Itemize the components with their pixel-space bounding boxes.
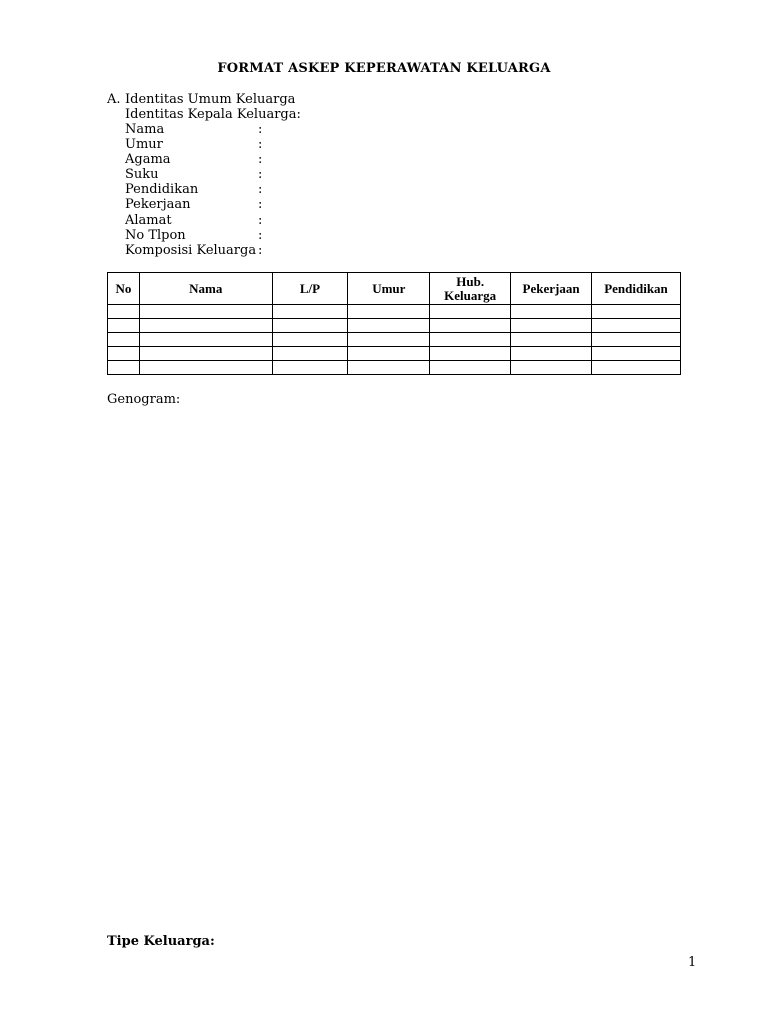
table-cell[interactable] (108, 333, 140, 347)
column-header-pendidikan: Pendidikan (592, 273, 681, 305)
section-a-identitas (107, 92, 301, 122)
hub-label-line1: Hub. (456, 273, 485, 289)
field-row-no-tlpon (125, 228, 266, 243)
field-colon: : (258, 152, 263, 168)
table-cell[interactable] (139, 347, 272, 361)
field-colon: : (258, 242, 263, 258)
table-cell[interactable] (348, 305, 430, 319)
field-label: Pekerjaan (125, 197, 191, 213)
section-heading: Identitas Umum Keluarga (125, 92, 296, 107)
table-cell[interactable] (430, 333, 511, 347)
field-row-nama (125, 122, 266, 137)
table-cell[interactable] (272, 333, 348, 347)
table-row (108, 305, 681, 319)
table-cell[interactable] (139, 305, 272, 319)
hub-label-line2: Keluarga (444, 287, 497, 303)
table-cell[interactable] (272, 347, 348, 361)
field-colon: : (258, 227, 263, 243)
table-row (108, 361, 681, 375)
field-row-pendidikan (125, 182, 266, 197)
tipe-keluarga-label: Tipe Keluarga: (107, 934, 215, 949)
family-composition-table (107, 272, 681, 375)
table-row (108, 319, 681, 333)
field-label: Suku (125, 167, 159, 183)
document-title: FORMAT ASKEP KEPERAWATAN KELUARGA (217, 61, 551, 76)
identity-field-list (125, 122, 266, 258)
table-cell[interactable] (511, 333, 592, 347)
table-cell[interactable] (592, 333, 681, 347)
table-cell[interactable] (348, 319, 430, 333)
field-row-alamat (125, 213, 266, 228)
table-cell[interactable] (511, 305, 592, 319)
table-cell[interactable] (139, 361, 272, 375)
table-cell[interactable] (592, 347, 681, 361)
table-cell[interactable] (139, 333, 272, 347)
column-header-umur: Umur (348, 273, 430, 305)
column-header-no: No (108, 273, 140, 305)
field-row-agama (125, 152, 266, 167)
table-cell[interactable] (108, 347, 140, 361)
field-row-pekerjaan (125, 197, 266, 212)
genogram-label: Genogram: (107, 392, 181, 407)
table-cell[interactable] (108, 319, 140, 333)
table-cell[interactable] (430, 361, 511, 375)
field-colon: : (258, 212, 263, 228)
table-cell[interactable] (430, 347, 511, 361)
field-label: Alamat (125, 212, 172, 228)
field-colon: : (258, 137, 263, 153)
table-cell[interactable] (592, 305, 681, 319)
field-colon: : (258, 167, 263, 183)
field-label: Komposisi Keluarga (125, 242, 257, 258)
field-row-umur (125, 137, 266, 152)
table-cell[interactable] (272, 305, 348, 319)
field-colon: : (258, 182, 263, 198)
field-colon: : (258, 197, 263, 213)
table-cell[interactable] (592, 319, 681, 333)
section-subheading-line (107, 107, 301, 122)
table-cell[interactable] (139, 319, 272, 333)
column-header-nama: Nama (139, 273, 272, 305)
field-label: No Tlpon (125, 227, 186, 243)
column-header-lp: L/P (272, 273, 348, 305)
table-row (108, 347, 681, 361)
table-cell[interactable] (108, 305, 140, 319)
table-cell[interactable] (272, 361, 348, 375)
table-row (108, 333, 681, 347)
field-label: Pendidikan (125, 182, 199, 198)
field-row-suku (125, 167, 266, 182)
table-cell[interactable] (511, 347, 592, 361)
table-header-row (108, 273, 681, 305)
column-header-hub-keluarga (430, 273, 511, 305)
table-cell[interactable] (430, 319, 511, 333)
field-colon: : (258, 122, 263, 137)
field-label: Nama (125, 122, 165, 137)
table-cell[interactable] (348, 347, 430, 361)
table-cell[interactable] (108, 361, 140, 375)
section-letter: A. (107, 92, 121, 107)
table-cell[interactable] (511, 361, 592, 375)
section-a-heading-line (107, 92, 301, 107)
table-cell[interactable] (511, 319, 592, 333)
page-number: 1 (688, 955, 697, 970)
section-subheading: Identitas Kepala Keluarga: (125, 107, 301, 122)
table-cell[interactable] (348, 361, 430, 375)
table-cell[interactable] (272, 319, 348, 333)
table-cell[interactable] (348, 333, 430, 347)
column-header-pekerjaan: Pekerjaan (511, 273, 592, 305)
field-label: Agama (125, 152, 171, 168)
table-cell[interactable] (430, 305, 511, 319)
table-cell[interactable] (592, 361, 681, 375)
field-label: Umur (125, 137, 163, 153)
field-row-komposisi-keluarga (125, 243, 266, 258)
